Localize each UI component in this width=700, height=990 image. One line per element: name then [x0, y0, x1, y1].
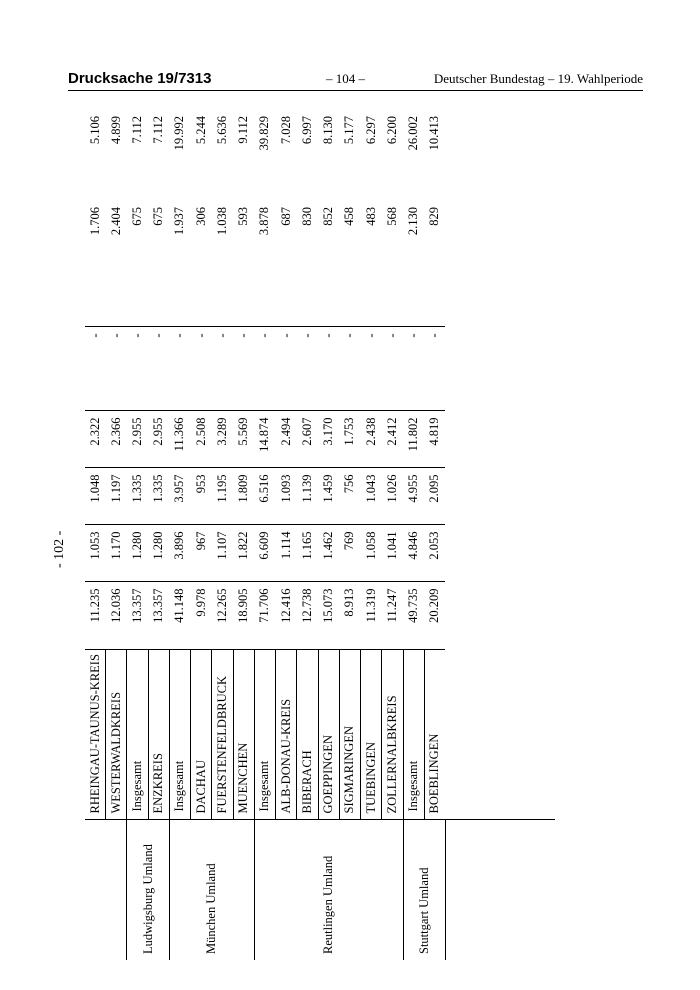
- parliament-label: Deutscher Bundestag – 19. Wahlperiode: [433, 71, 643, 86]
- region-label: Ludwigsburg Umland: [127, 820, 170, 960]
- value-cell-c7: 5.244: [193, 116, 208, 145]
- value-cell-c5: -: [85, 327, 106, 411]
- value-cell-c7: 7.112: [151, 116, 166, 144]
- value-cell-c1: 12.738: [297, 582, 318, 650]
- value-cell-c3: 1.043: [361, 468, 382, 525]
- district-name: ENZKREIS: [148, 650, 169, 820]
- value-cell-c1: 9.978: [191, 582, 212, 650]
- value-cell-c6: 568: [382, 201, 403, 327]
- value-cell-c6: 458: [339, 201, 360, 327]
- value-cell-c5: -: [382, 327, 403, 411]
- value-cell-c5: -: [233, 327, 254, 411]
- district-name: MUENCHEN: [233, 650, 254, 820]
- page-header: [68, 68, 643, 91]
- value-cell-c1: 12.265: [212, 582, 233, 650]
- value-cell-c3: 1.335: [127, 468, 148, 525]
- value-cell-c2: 1.462: [318, 525, 339, 582]
- district-name: DACHAU: [191, 650, 212, 820]
- region-label: Reutlingen Umland: [254, 820, 403, 960]
- value-cell-c3: 4.955: [403, 468, 424, 525]
- table-row: [254, 110, 275, 960]
- value-cell-c1: 12.036: [106, 582, 127, 650]
- value-cell-c4: 2.438: [361, 411, 382, 468]
- value-cell-c5: -: [127, 327, 148, 411]
- value-cell-c3: 756: [339, 468, 360, 525]
- value-cell-c5: -: [403, 327, 424, 411]
- value-cell-c2: 4.846: [403, 525, 424, 582]
- district-name: GOEPPINGEN: [318, 650, 339, 820]
- district-name: Insgesamt: [254, 650, 275, 820]
- value-cell-c1: 71.706: [254, 582, 275, 650]
- value-cell-c2: 1.053: [85, 525, 106, 582]
- value-cell-c5: -: [254, 327, 275, 411]
- value-cell-c3: 1.335: [148, 468, 169, 525]
- blank-row: [445, 110, 555, 960]
- district-name: Insgesamt: [127, 650, 148, 820]
- value-cell-c6: 1.706: [85, 201, 106, 327]
- value-cell-c4: 11.802: [403, 411, 424, 468]
- value-cell-c7: 6.297: [363, 116, 378, 145]
- value-cell-c2: 769: [339, 525, 360, 582]
- district-name: BIBERACH: [297, 650, 318, 820]
- doc-number: 7313: [178, 70, 212, 87]
- value-cell-c1: 41.148: [169, 582, 190, 650]
- value-cell-c4: 3.170: [318, 411, 339, 468]
- value-cell-c2: 1.822: [233, 525, 254, 582]
- value-cell-c6: 3.878: [254, 201, 275, 327]
- value-cell-c3: 1.048: [85, 468, 106, 525]
- value-cell-c3: 953: [191, 468, 212, 525]
- value-cell-c1: 13.357: [148, 582, 169, 650]
- table-row: [85, 110, 106, 960]
- value-cell-c6: 675: [127, 201, 148, 327]
- value-cell-c5: -: [361, 327, 382, 411]
- value-cell-c4: 2.955: [127, 411, 148, 468]
- value-cell-c7: 7.028: [278, 116, 293, 145]
- doc-label: Drucksache 19/: [68, 70, 179, 87]
- district-name: Insgesamt: [169, 650, 190, 820]
- value-cell-c6: 593: [233, 201, 254, 327]
- value-cell-c3: 1.459: [318, 468, 339, 525]
- value-cell-c4: 4.819: [424, 411, 445, 468]
- value-cell-c6: 852: [318, 201, 339, 327]
- page-number: – 104 –: [326, 71, 365, 86]
- data-table: [85, 110, 555, 960]
- value-cell-c4: 1.753: [339, 411, 360, 468]
- value-cell-c7: 8.130: [321, 116, 336, 145]
- value-cell-c1: 49.735: [403, 582, 424, 650]
- value-cell-c7: 5.177: [342, 116, 357, 145]
- value-cell-c2: 1.170: [106, 525, 127, 582]
- value-cell-c7: 6.200: [384, 116, 399, 145]
- value-cell-c2: 1.058: [361, 525, 382, 582]
- value-cell-c1: 12.416: [276, 582, 297, 650]
- value-cell-c3: 1.195: [212, 468, 233, 525]
- value-cell-c5: -: [106, 327, 127, 411]
- blank-cell: [445, 820, 555, 960]
- value-cell-c5: -: [339, 327, 360, 411]
- value-cell-c1: 13.357: [127, 582, 148, 650]
- value-cell-c7: 39.829: [257, 116, 272, 151]
- value-cell-c7: 9.112: [236, 116, 251, 144]
- value-cell-c4: 5.569: [233, 411, 254, 468]
- value-cell-c6: 306: [191, 201, 212, 327]
- value-cell-c2: 2.053: [424, 525, 445, 582]
- value-cell-c3: 1.093: [276, 468, 297, 525]
- value-cell-c4: 14.874: [254, 411, 275, 468]
- value-cell-c5: -: [169, 327, 190, 411]
- value-cell-c5: -: [191, 327, 212, 411]
- blank-cell: [445, 110, 555, 820]
- value-cell-c5: -: [318, 327, 339, 411]
- value-cell-c3: 6.516: [254, 468, 275, 525]
- district-name: FUERSTENFELDBRUCK: [212, 650, 233, 820]
- value-cell-c7: 10.413: [427, 116, 442, 151]
- value-cell-c5: -: [297, 327, 318, 411]
- value-cell-c7: 26.002: [406, 116, 421, 151]
- district-name: TUEBINGEN: [361, 650, 382, 820]
- table-row: [169, 110, 190, 960]
- value-cell-c4: 2.412: [382, 411, 403, 468]
- value-cell-c5: -: [424, 327, 445, 411]
- district-name: ALB-DONAU-KREIS: [276, 650, 297, 820]
- district-name: Insgesamt: [403, 650, 424, 820]
- value-cell-c4: 2.508: [191, 411, 212, 468]
- value-cell-c7: 5.106: [87, 116, 102, 145]
- region-label: Stuttgart Umland: [403, 820, 445, 960]
- value-cell-c6: 830: [297, 201, 318, 327]
- value-cell-c1: 8.913: [339, 582, 360, 650]
- value-cell-c4: 2.322: [85, 411, 106, 468]
- value-cell-c6: 483: [361, 201, 382, 327]
- rotated-table-container: [85, 110, 555, 960]
- value-cell-c2: 1.114: [276, 525, 297, 582]
- district-name: RHEINGAU-TAUNUS-KREIS: [85, 650, 106, 820]
- value-cell-c5: -: [276, 327, 297, 411]
- value-cell-c1: 18.905: [233, 582, 254, 650]
- value-cell-c2: 6.609: [254, 525, 275, 582]
- value-cell-c3: 1.197: [106, 468, 127, 525]
- region-cell: [85, 820, 127, 960]
- value-cell-c2: 1.165: [297, 525, 318, 582]
- value-cell-c5: -: [212, 327, 233, 411]
- value-cell-c5: -: [148, 327, 169, 411]
- value-cell-c7: 4.899: [108, 116, 123, 145]
- district-name: ZOLLERNALBKREIS: [382, 650, 403, 820]
- value-cell-c6: 829: [424, 201, 445, 327]
- value-cell-c2: 3.896: [169, 525, 190, 582]
- value-cell-c4: 2.494: [276, 411, 297, 468]
- value-cell-c2: 1.107: [212, 525, 233, 582]
- district-name: SIGMARINGEN: [339, 650, 360, 820]
- table-row: [403, 110, 424, 960]
- value-cell-c3: 2.095: [424, 468, 445, 525]
- value-cell-c1: 11.235: [85, 582, 106, 650]
- value-cell-c6: 675: [148, 201, 169, 327]
- value-cell-c7: 19.992: [172, 116, 187, 151]
- region-label: München Umland: [169, 820, 254, 960]
- value-cell-c1: 20.209: [424, 582, 445, 650]
- value-cell-c4: 2.607: [297, 411, 318, 468]
- value-cell-c6: 687: [276, 201, 297, 327]
- value-cell-c7: 6.997: [299, 116, 314, 145]
- document-number: [68, 70, 211, 87]
- district-name: WESTERWALDKREIS: [106, 650, 127, 820]
- value-cell-c6: 1.038: [212, 201, 233, 327]
- value-cell-c1: 11.247: [382, 582, 403, 650]
- value-cell-c3: 3.957: [169, 468, 190, 525]
- value-cell-c2: 1.280: [148, 525, 169, 582]
- value-cell-c4: 2.955: [148, 411, 169, 468]
- value-cell-c3: 1.026: [382, 468, 403, 525]
- value-cell-c4: 2.366: [106, 411, 127, 468]
- value-cell-c2: 967: [191, 525, 212, 582]
- value-cell-c1: 11.319: [361, 582, 382, 650]
- value-cell-c3: 1.809: [233, 468, 254, 525]
- value-cell-c6: 2.404: [106, 201, 127, 327]
- district-name: BOEBLINGEN: [424, 650, 445, 820]
- table-row: [127, 110, 148, 960]
- value-cell-c7: 7.112: [129, 116, 144, 144]
- value-cell-c2: 1.041: [382, 525, 403, 582]
- value-cell-c3: 1.139: [297, 468, 318, 525]
- page-marker: - 102 -: [52, 530, 67, 568]
- value-cell-c6: 2.130: [403, 201, 424, 327]
- value-cell-c6: 1.937: [169, 201, 190, 327]
- value-cell-c1: 15.073: [318, 582, 339, 650]
- value-cell-c4: 11.366: [169, 411, 190, 468]
- value-cell-c7: 5.636: [214, 116, 229, 145]
- value-cell-c2: 1.280: [127, 525, 148, 582]
- value-cell-c4: 3.289: [212, 411, 233, 468]
